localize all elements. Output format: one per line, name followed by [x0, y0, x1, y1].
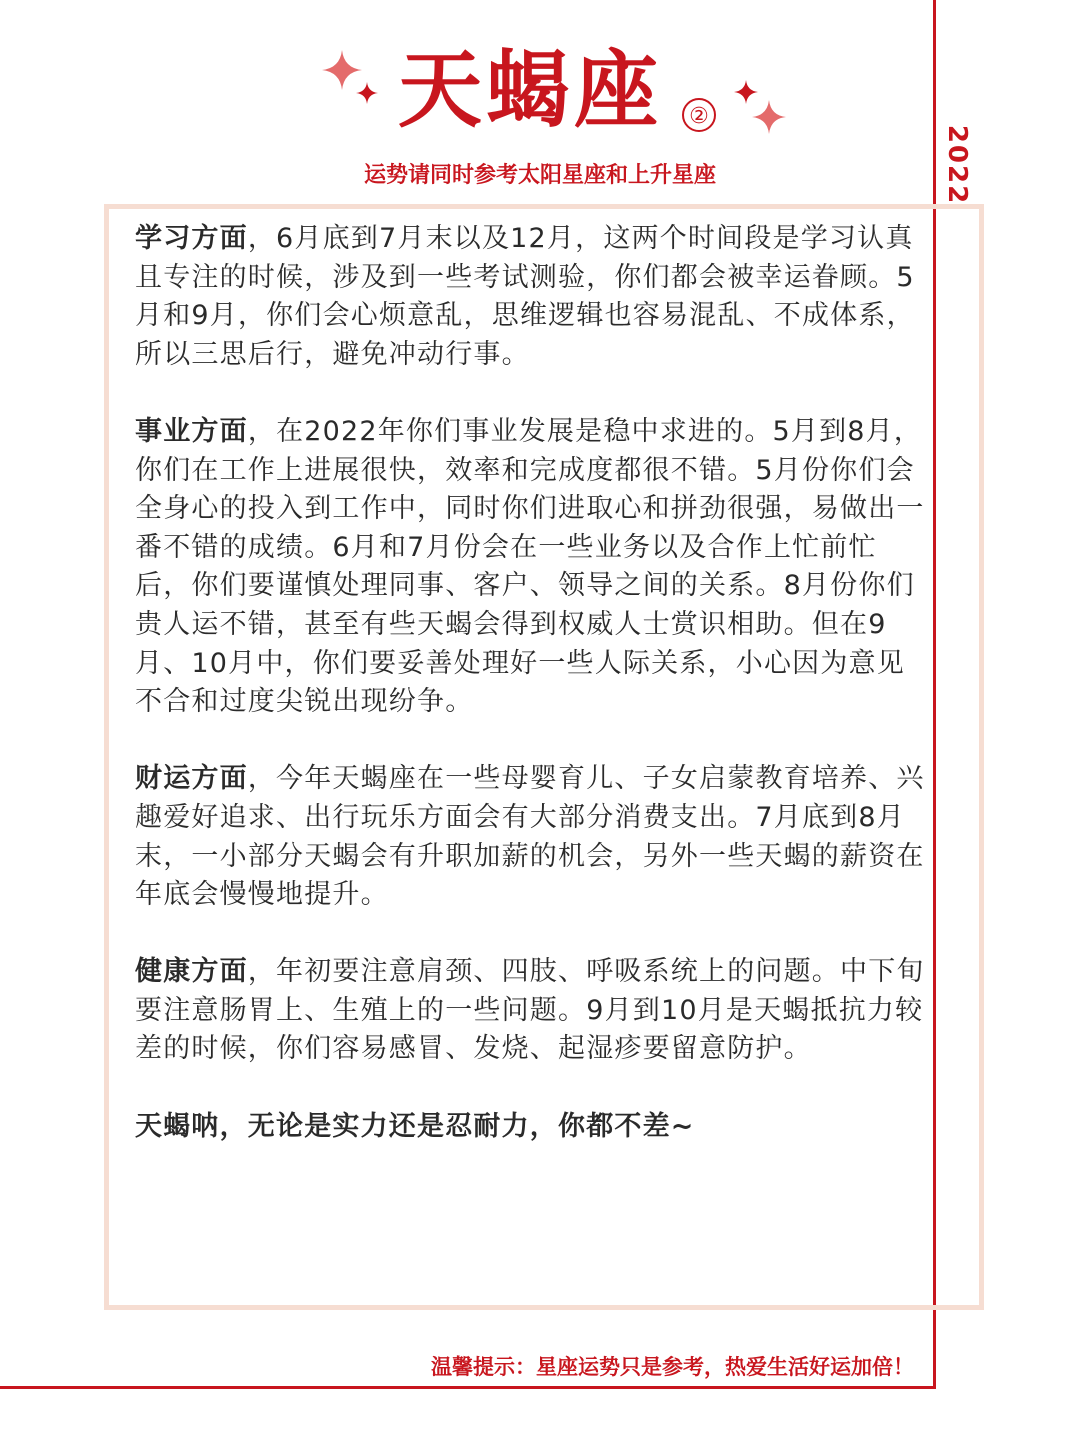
- section-health: [135, 953, 925, 1069]
- section-heading: 事业方面: [135, 415, 248, 447]
- section-heading: 健康方面: [135, 956, 248, 988]
- section-heading: 学习方面: [135, 223, 248, 254]
- section-heading: 财运方面: [135, 763, 248, 795]
- page-title: 天蝎座: [398, 41, 663, 139]
- sparkle-icon: [752, 100, 786, 134]
- section-text: ，6月底到7月末以及12月，这两个时间段是学习认真且专注的时候，涉及到一些考试测验，你们都会被幸运眷顾。5月和9月，你们会心烦意乱，思维逻辑也容易混乱、不成体系，所以三思后行，避免冲动行事。: [135, 223, 915, 370]
- section-text: ，在2022年你们事业发展是稳中求进的。5月到8月，你们在工作上进展很快，效率和完成度都很不错。5月份你们会全身心的投入到工作中，同时你们进取心和拼劲很强，易做出一番不错的成绩。6月和7月份会在一些业务以及合作上忙前忙后，你们要谨慎处理同事、客户、领导之间的关系。8月份你们贵人运不错，甚至有些天蝎会得到权威人士赏识相助。但在9月、10月中，你们要妥善处理好一些人际关系，小心因为意见不合和过度尖锐出现纷争。: [135, 415, 925, 718]
- subtitle: 运势请同时参考太阳星座和上升星座: [363, 163, 716, 188]
- section-career: [135, 413, 925, 722]
- year-text: 2022: [942, 124, 972, 206]
- title-number-badge: ②: [682, 98, 716, 132]
- section-text: ，今年天蝎座在一些母婴育儿、子女启蒙教育培养、兴趣爱好追求、出行玩乐方面会有大部分消费支出。7月底到8月末，一小部分天蝎会有升职加薪的机会，另外一些天蝎的薪资在年底会慢慢地提升。: [135, 763, 925, 911]
- section-wealth: [135, 760, 925, 914]
- footer-tip: 温馨提示：星座运势只是参考，热爱生活好运加倍！: [431, 1355, 914, 1379]
- closing-line: 天蝎呐，无论是实力还是忍耐力，你都不差~: [135, 1110, 695, 1142]
- section-study: [135, 220, 925, 374]
- section-text: ，年初要注意肩颈、四肢、呼吸系统上的问题。中下旬要注意肠胃上、生殖上的一些问题。9月到10月是天蝎抵抗力较差的时候，你们容易感冒、发烧、起湿疹要留意防护。: [135, 956, 925, 1065]
- sparkle-icon: [356, 82, 378, 104]
- content-body: [135, 220, 925, 1185]
- frame-horizontal-line: [0, 1386, 936, 1389]
